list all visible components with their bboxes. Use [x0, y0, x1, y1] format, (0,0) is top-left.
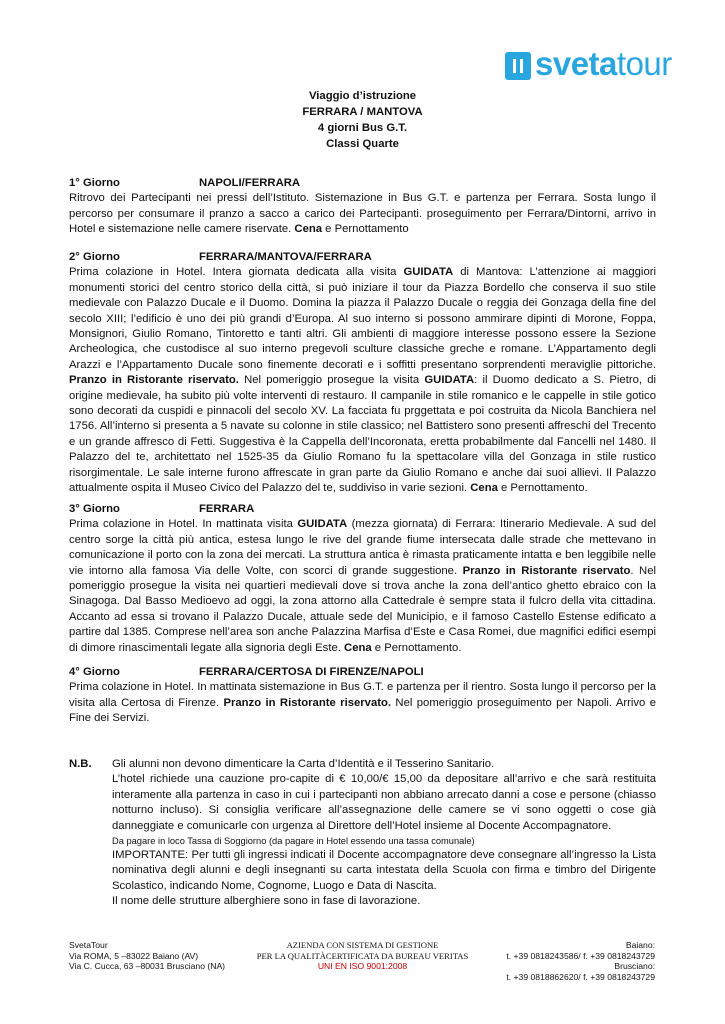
day-2-bold-d: Cena	[470, 482, 498, 495]
note-deposit: L’hotel richiede una cauzione pro-capite di € 10,00/€ 15,00 da depositare all’arrivo e che sarà restituita interamente alla partenza in caso in cui i partecipanti non abbiano arrecato danni a cose e persone (chiasso notturno incluso). Si consiglia verificare all’assegnazione delle camere se vi sono oggetti o cose già danneggiate e comunicarle con urgenza al Direttore dell’Hotel insieme al Docente Accompagnatore.	[112, 773, 656, 832]
notes-label: N.B.	[69, 758, 92, 770]
footer-cert-line-2: PER LA QUALITÀCERTIFICATA DA BUREAU VERITAS	[256, 950, 469, 961]
note-documents: Gli alunni non devono dimenticare la Carta d’Identità e il Tesserino Sanitario.	[112, 758, 495, 770]
day-3-bold-a: GUIDATA	[297, 518, 348, 531]
day-2-section	[69, 250, 656, 496]
day-1-text-a: Ritrovo dei Partecipanti nei pressi dell’Istituto. Sistemazione in Bus G.T. e partenza per Ferrara. Sosta lungo il percorso per consumare il pranzo a sacco a carico dei Partecipanti. proseguimento per Ferrara/Dintorni, arrivo in Hotel e sistemazione nelle camere riservate.	[69, 192, 656, 236]
day-1-route: NAPOLI/FERRARA	[199, 177, 301, 189]
day-4-text-b: Nel pomeriggio proseguimento per Napoli. Arrivo e Fine dei Servizi.	[69, 696, 656, 725]
day-2-text-b: di Mantova: L’attenzione ai maggiori monumenti storici del centro storico della città, si può iniziare il tour da Piazza Bordello che conserva il suo stile medievale con Palazzo Ducale e il Duomo. Domina la piazza il Palazzo Ducale o reggia dei Gonzaga della fine del secolo XIII; l’edificio è uno dei più grandi d’Europa. Al suo interno si possono ammirare dipinti di Morone, Foppa, Monsignori, Giulio Romano, Tintoretto e tanti altri. Gli ambienti di maggiore interesse possono essere la Sezione Archeologica, che custodisce al suo interno pregevoli sculture classiche greche e romane. L’Appartamento degli Arazzi e l’Appartamento Ducale sono finemente decorati e i soffitti presentano sorprendenti meraviglie pittoriche.	[69, 266, 656, 371]
note-important: IMPORTANTE: Per tutti gli ingressi indicati il Docente accompagnatore deve consegnare all’ingresso la Lista nominativa degli alunni e degli insegnanti su carta intestata della Scuola con firma e timbro del Dirigente Scolastico, indicando Nome, Cognome, Luogo e Data di Nascita.	[112, 849, 656, 892]
footer-brusciano-phone: t. +39 0818862620/ f. +39 0818243729	[506, 971, 655, 982]
day-2-text-c: Nel pomeriggio prosegue la visita	[238, 374, 425, 387]
day-3-route: FERRARA	[199, 503, 255, 515]
day-4-label: 4° Giorno	[69, 666, 120, 678]
notes-body	[112, 757, 656, 910]
day-4-bold-a: Pranzo in Ristorante riservato.	[223, 696, 392, 709]
footer-cert-standard: UNI EN ISO 9001:2008	[317, 961, 408, 971]
day-2-text	[69, 265, 656, 496]
footer-address-baiano: Via ROMA, 5 –83022 Baiano (AV)	[69, 950, 199, 961]
day-4-text	[69, 680, 656, 726]
note-tax: Da pagare in loco Tassa di Soggiorno (da pagare in Hotel essendo una tassa comunale)	[112, 836, 475, 847]
day-4-section	[69, 665, 656, 727]
footer-baiano-phone: t. +39 0818243586/ f. +39 0818243729	[506, 950, 655, 961]
brand-mark-icon	[505, 52, 531, 80]
footer-address-brusciano: Via C. Cucca, 63 –80031 Brusciano (NA)	[69, 961, 226, 971]
brand-wordmark	[535, 44, 672, 84]
day-1-label: 1° Giorno	[69, 177, 120, 189]
day-3-text-b: (mezza giornata) di Ferrara: Itinerario Medievale. A sud del centro sorge la città più antica, estesa lungo le rive del grande fiume intersecata dalle strade che mettevano in comunicazione il porto con la zona dei mercati. La struttura antica è rimasta praticamente intatta e ben leggibile nelle vie intorno alla famosa Via delle Volte, con scorci di grande suggestione.	[69, 518, 656, 577]
title-line-2: FERRARA / MANTOVA	[302, 106, 423, 118]
day-1-heading	[69, 176, 656, 191]
footer-company: SvetaTour	[69, 940, 108, 950]
day-3-text-c: . Nel pomeriggio prosegue la visita nei quartieri medievali dove si trova anche la zona dell’antico ghetto ebraico con la Sinagoga. Dal Basso Medioevo ad oggi, la zona attorno alla Cattedrale è sempre stata il fulcro della vita cittadina. Accanto ad essa si trovano il Palazzo Ducale, attuale sede del Municipio, e il famoso Castello Estense edificato a partire dal 1385. Comprese nell’area son anche Palazzina Marfisa d’Este e Casa Romei, due magnifici edifici esempi di dimore rinascimentali legate alla signoria degli Este.	[69, 564, 656, 654]
day-2-label: 2° Giorno	[69, 251, 120, 263]
day-3-text	[69, 517, 656, 656]
day-2-bold-c: GUIDATA	[424, 374, 475, 387]
day-1-section	[69, 176, 656, 238]
note-hotels: Il nome delle strutture alberghiere sono in fase di lavorazione.	[112, 895, 421, 908]
footer-contacts	[506, 940, 655, 982]
day-2-text-e: e Pernottamento.	[497, 482, 588, 495]
brand-wordmark-light: tour	[616, 45, 672, 82]
footer-cert-line-1: AZIENDA CON SISTEMA DI GESTIONE	[286, 940, 439, 950]
document-title	[0, 88, 725, 152]
day-2-bold-a: GUIDATA	[403, 266, 454, 279]
day-3-label: 3° Giorno	[69, 503, 120, 515]
title-line-4: Classi Quarte	[326, 138, 399, 150]
day-1-bold-a: Cena	[294, 223, 323, 236]
day-1-text-b: e Pernottamento	[322, 223, 409, 236]
day-3-section	[69, 502, 656, 656]
footer-brusciano-label: Brusciano:	[614, 961, 655, 971]
day-4-text-a: Prima colazione in Hotel. In mattinata sistemazione in Bus G.T. e partenza per il rientro. Sosta lungo il percorso per la visita alla Certosa di Firenze.	[69, 681, 656, 709]
day-2-text-a: Prima colazione in Hotel. Intera giornata dedicata alla visita	[69, 266, 404, 279]
day-3-text-a: Prima colazione in Hotel. In mattinata visita	[69, 518, 298, 531]
day-2-heading	[69, 250, 656, 265]
brand-wordmark-bold: sveta	[535, 45, 617, 82]
day-2-bold-b: Pranzo in Ristorante riservato.	[69, 374, 239, 387]
brand-logo	[505, 46, 680, 86]
day-3-text-d: e Pernottamento.	[371, 641, 462, 654]
day-4-heading	[69, 665, 656, 680]
day-3-bold-b: Pranzo in Ristorante riservato	[462, 564, 631, 577]
day-4-route: FERRARA/CERTOSA DI FIRENZE/NAPOLI	[199, 666, 424, 678]
day-2-text-d: : il Duomo dedicato a S. Pietro, di origine medievale, ha subito più volte interventi di restauro. Il campanile in stile romanico e le cappelle in stile gotico sono decorati da cuspidi e pinnacoli del secolo XV. La facciata fu prggettata e poi costruita da Nicola Banchiera nel 1756. All’interno si presenta a 5 navate su colonne in stile classico; nel Battistero sono presenti affreschi del Trecento e un grande affresco di Fetti. Suggestiva è la Cappella dell’Incoronata, eretta probabilmente dal Fancelli nel 1480. Il Palazzo del te, architettato nel 1525-35 da Giulio Romano fu la spettacolare villa del Gonzaga in stile rustico risorgimentale. Le sale interne furono affrescate in gran parte da Giulio Romano e anche dai suoi allievi. Il Palazzo attualmente ospita il Museo Civico del Palazzo del te, suddiviso in varie sezioni.	[69, 374, 656, 495]
title-line-3: 4 giorni Bus G.T.	[317, 122, 408, 134]
day-3-bold-c: Cena	[344, 641, 372, 654]
day-3-heading	[69, 502, 656, 517]
footer-baiano-label: Baiano:	[625, 940, 655, 950]
day-2-route: FERRARA/MANTOVA/FERRARA	[199, 251, 372, 263]
title-line-1: Viaggio d’istruzione	[308, 90, 417, 102]
day-1-text	[69, 191, 656, 237]
